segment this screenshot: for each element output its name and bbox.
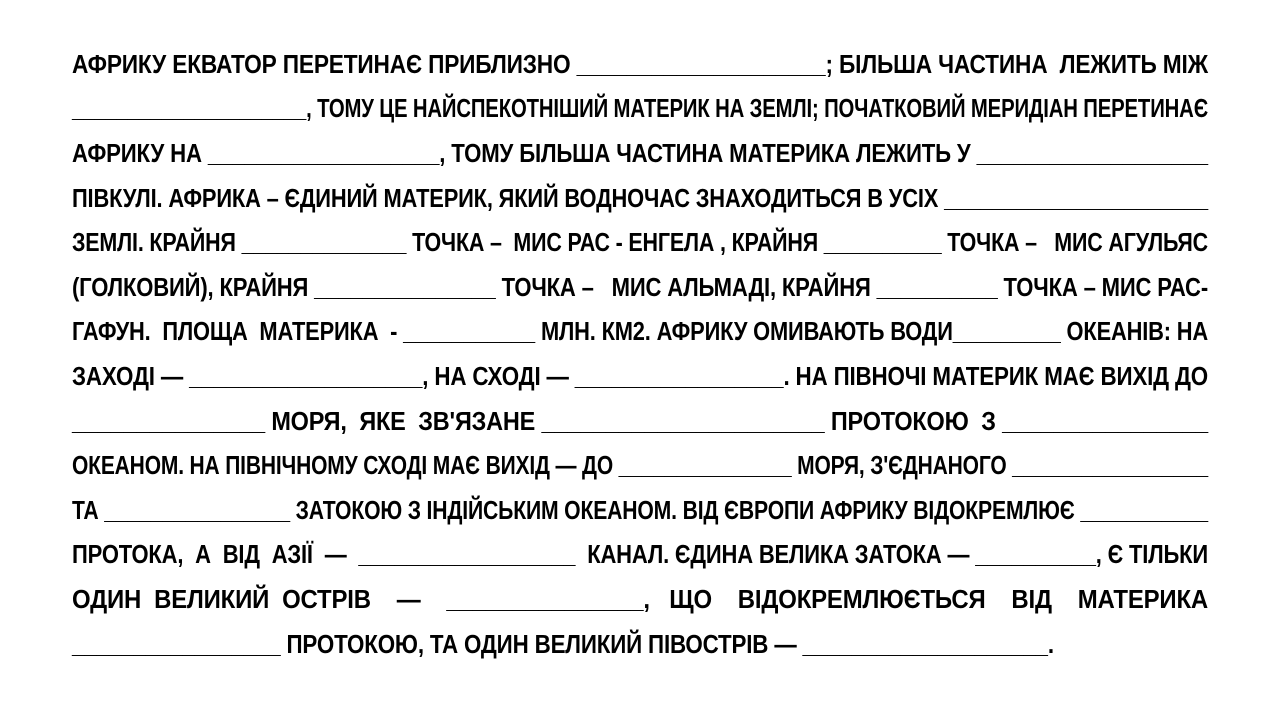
line-text: ОДИН ВЕЛИКИЙ ОСТРІВ — _______________, ЩО ВІДОКРЕМЛЮЄТЬСЯ ВІД МАТЕРИКА [72,583,1208,614]
worksheet-line-7 [72,310,1208,355]
worksheet-line-3 [72,131,1208,176]
worksheet-line-6 [72,265,1208,310]
line-text: ОКЕАНОМ. НА ПІВНІЧНОМУ СХОДІ МАЄ ВИХІД — ДО _______________ МОРЯ, З'ЄДНАНОГО _________________ [72,450,1208,481]
line-text: ГАФУН. ПЛОЩА МАТЕРИКА - ___________ МЛН. КМ2. АФРИКУ ОМИВАЮТЬ ВОДИ_________ ОКЕАНІВ: НА [72,316,1208,347]
line-text: АФРИКУ ЕКВАТОР ПЕРЕТИНАЄ ПРИБЛИЗНО ____________________; БІЛЬША ЧАСТИНА ЛЕЖИТЬ МІЖ [72,48,1208,79]
worksheet-line-11 [72,488,1208,533]
worksheet-line-10 [72,443,1208,488]
fill-in-the-blank-worksheet [72,42,1208,666]
line-text: ТА ________________ ЗАТОКОЮ З ІНДІЙСЬКИМ ОКЕАНОМ. ВІД ЄВРОПИ АФРИКУ ВІДОКРЕМЛЮЄ ___________ [72,494,1208,525]
line-text: _____________________, ТОМУ ЦЕ НАЙСПЕКОТНІШИЙ МАТЕРИК НА ЗЕМЛІ; ПОЧАТКОВИЙ МЕРИДІАН ПЕРЕТИНАЄ [72,93,1208,124]
worksheet-line-5 [72,220,1208,265]
worksheet-line-12 [72,533,1208,578]
line-text: _________________ ПРОТОКОЮ, ТА ОДИН ВЕЛИКИЙ ПІВОСТРІВ — ____________________. [72,628,1054,659]
worksheet-line-13 [72,577,1208,622]
line-text: (ГОЛКОВИЙ), КРАЙНЯ _______________ ТОЧКА – МИС АЛЬМАДІ, КРАЙНЯ __________ ТОЧКА – МИС РАС- [72,271,1208,302]
worksheet-line-9 [72,399,1208,444]
line-text: АФРИКУ НА ___________________, ТОМУ БІЛЬША ЧАСТИНА МАТЕРИКА ЛЕЖИТЬ У ___________________ [72,137,1208,168]
line-text: ПІВКУЛІ. АФРИКА – ЄДИНИЙ МАТЕРИК, ЯКИЙ ВОДНОЧАС ЗНАХОДИТЬСЯ В УСІХ ______________________ [72,182,1208,213]
line-text: ПРОТОКА, А ВІД АЗІЇ — __________________ КАНАЛ. ЄДИНА ВЕЛИКА ЗАТОКА — __________, Є ТІЛЬКИ [72,539,1208,570]
line-text: ЗАХОДІ — ___________________, НА СХОДІ — _________________. НА ПІВНОЧІ МАТЕРИК МАЄ ВИХІД ДО [72,360,1208,391]
worksheet-line-8 [72,354,1208,399]
worksheet-line-2 [72,87,1208,132]
worksheet-line-4 [72,176,1208,221]
line-text: _______________ МОРЯ, ЯКЕ ЗВ'ЯЗАНЕ ______________________ ПРОТОКОЮ З ________________ [72,405,1208,436]
worksheet-line-14 [72,622,1208,667]
line-text: ЗЕМЛІ. КРАЙНЯ ______________ ТОЧКА – МИС РАС - ЕНГЕЛА , КРАЙНЯ __________ ТОЧКА – МИС АГУЛЬЯС [72,227,1208,258]
worksheet-line-1 [72,42,1208,87]
